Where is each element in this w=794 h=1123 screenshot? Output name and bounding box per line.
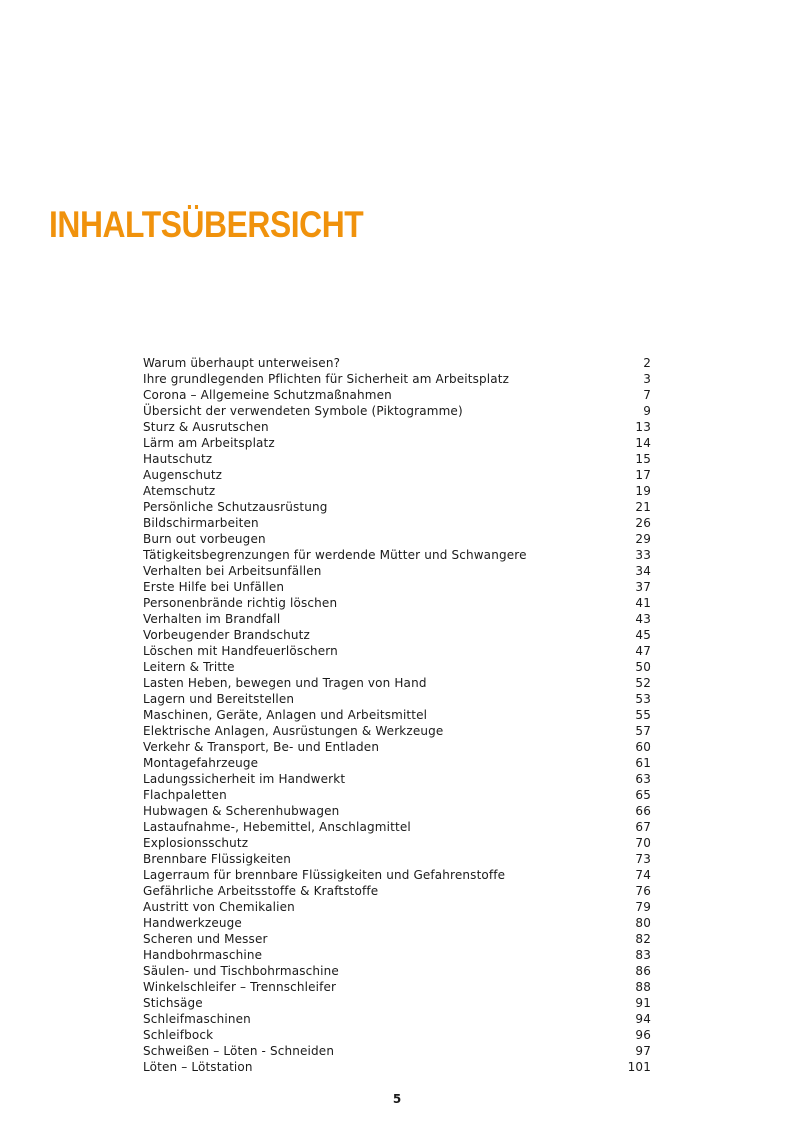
toc-entry-page: 63 [635, 772, 651, 786]
page-number: 5 [392, 1092, 402, 1106]
toc-entry-page: 52 [635, 676, 651, 690]
toc-entry-page: 88 [635, 980, 651, 994]
toc-entry-page: 76 [635, 884, 651, 898]
toc-entry-page: 53 [635, 692, 651, 706]
toc-entry[interactable] [143, 387, 651, 403]
toc-entry-page: 66 [635, 804, 651, 818]
toc-entry[interactable] [143, 755, 651, 771]
toc-entry-page: 60 [635, 740, 651, 754]
toc-entry[interactable] [143, 627, 651, 643]
toc-entry[interactable] [143, 947, 651, 963]
toc-entry-page: 94 [635, 1012, 651, 1026]
toc-entry-title: Verkehr & Transport, Be- und Entladen [143, 740, 380, 754]
toc-entry-page: 9 [643, 404, 651, 418]
toc-entry[interactable] [143, 787, 651, 803]
toc-entry[interactable] [143, 483, 651, 499]
toc-entry-page: 67 [635, 820, 651, 834]
toc-entry[interactable] [143, 883, 651, 899]
toc-entry[interactable] [143, 835, 651, 851]
toc-entry-title: Handwerkzeuge [143, 916, 242, 930]
toc-entry-page: 13 [635, 420, 651, 434]
toc-entry-title: Montagefahrzeuge [143, 756, 259, 770]
toc-entry-title: Lagern und Bereitstellen [143, 692, 295, 706]
toc-entry[interactable] [143, 467, 651, 483]
toc-entry-title: Verhalten bei Arbeitsunfällen [143, 564, 322, 578]
toc-entry-title: Lastaufnahme-, Hebemittel, Anschlagmittel [143, 820, 411, 834]
toc-entry-page: 45 [635, 628, 651, 642]
toc-entry-title: Sturz & Ausrutschen [143, 420, 269, 434]
toc-entry[interactable] [143, 611, 651, 627]
toc-entry[interactable] [143, 563, 651, 579]
toc-entry-title: Handbohrmaschine [143, 948, 263, 962]
toc-entry[interactable] [143, 675, 651, 691]
toc-entry[interactable] [143, 435, 651, 451]
toc-entry-page: 47 [635, 644, 651, 658]
toc-entry[interactable] [143, 579, 651, 595]
toc-entry-page: 15 [635, 452, 651, 466]
toc-entry[interactable] [143, 979, 651, 995]
toc-entry[interactable] [143, 547, 651, 563]
toc-entry[interactable] [143, 707, 651, 723]
toc-entry-title: Elektrische Anlagen, Ausrüstungen & Werkzeuge [143, 724, 444, 738]
toc-entry-page: 74 [635, 868, 651, 882]
toc-entry-page: 55 [635, 708, 651, 722]
toc-entry-page: 21 [635, 500, 651, 514]
toc-entry[interactable] [143, 723, 651, 739]
toc-entry-page: 57 [635, 724, 651, 738]
toc-entry[interactable] [143, 963, 651, 979]
toc-entry[interactable] [143, 371, 651, 387]
toc-entry-title: Hubwagen & Scherenhubwagen [143, 804, 340, 818]
toc-entry-page: 33 [635, 548, 651, 562]
toc-entry-title: Persönliche Schutzausrüstung [143, 500, 328, 514]
toc-entry-title: Personenbrände richtig löschen [143, 596, 338, 610]
toc-entry-page: 79 [635, 900, 651, 914]
toc-entry-title: Schleifmaschinen [143, 1012, 251, 1026]
toc-entry-page: 3 [643, 372, 651, 386]
toc-entry-title: Warum überhaupt unterweisen? [143, 356, 341, 370]
toc-entry-page: 65 [635, 788, 651, 802]
toc-entry[interactable] [143, 595, 651, 611]
toc-entry-title: Ladungssicherheit im Handwerkt [143, 772, 346, 786]
toc-entry[interactable] [143, 451, 651, 467]
toc-entry-page: 80 [635, 916, 651, 930]
toc-entry-title: Scheren und Messer [143, 932, 268, 946]
toc-entry[interactable] [143, 867, 651, 883]
toc-entry[interactable] [143, 819, 651, 835]
toc-entry-title: Schweißen – Löten - Schneiden [143, 1044, 335, 1058]
toc-entry-page: 34 [635, 564, 651, 578]
toc-entry-page: 96 [635, 1028, 651, 1042]
toc-entry-title: Burn out vorbeugen [143, 532, 266, 546]
toc-entry-title: Austritt von Chemikalien [143, 900, 295, 914]
toc-entry[interactable] [143, 355, 651, 371]
toc-entry[interactable] [143, 691, 651, 707]
toc-entry-title: Erste Hilfe bei Unfällen [143, 580, 285, 594]
toc-entry-page: 19 [635, 484, 651, 498]
toc-entry[interactable] [143, 1059, 651, 1075]
toc-entry-page: 50 [635, 660, 651, 674]
toc-entry-title: Corona – Allgemeine Schutzmaßnahmen [143, 388, 392, 402]
toc-entry-title: Lasten Heben, bewegen und Tragen von Hand [143, 676, 427, 690]
toc-entry-title: Explosionsschutz [143, 836, 249, 850]
toc-entry-title: Ihre grundlegenden Pflichten für Sicherheit am Arbeitsplatz [143, 372, 510, 386]
toc-entry-page: 70 [635, 836, 651, 850]
toc-entry-page: 2 [643, 356, 651, 370]
toc-entry[interactable] [143, 771, 651, 787]
toc-entry[interactable] [143, 803, 651, 819]
toc-entry[interactable] [143, 659, 651, 675]
toc-entry-title: Lagerraum für brennbare Flüssigkeiten und Gefahrenstoffe [143, 868, 506, 882]
toc-entry-page: 86 [635, 964, 651, 978]
toc-entry-title: Vorbeugender Brandschutz [143, 628, 310, 642]
toc-entry-title: Hautschutz [143, 452, 213, 466]
toc-entry-page: 26 [635, 516, 651, 530]
toc-entry[interactable] [143, 899, 651, 915]
toc-entry-title: Winkelschleifer – Trennschleifer [143, 980, 337, 994]
toc-entry-title: Brennbare Flüssigkeiten [143, 852, 292, 866]
toc-entry-title: Maschinen, Geräte, Anlagen und Arbeitsmittel [143, 708, 428, 722]
toc-entry-title: Verhalten im Brandfall [143, 612, 281, 626]
toc-entry[interactable] [143, 531, 651, 547]
toc-entry-title: Löschen mit Handfeuerlöschern [143, 644, 338, 658]
toc-entry-page: 29 [635, 532, 651, 546]
toc-entry-title: Stichsäge [143, 996, 203, 1010]
toc-entry-page: 82 [635, 932, 651, 946]
toc-entry-page: 14 [635, 436, 651, 450]
toc-entry[interactable] [143, 515, 651, 531]
toc-entry-title: Löten – Lötstation [143, 1060, 253, 1074]
toc-entry-page: 7 [643, 388, 651, 402]
toc-entry-title: Leitern & Tritte [143, 660, 235, 674]
toc-entry-title: Bildschirmarbeiten [143, 516, 259, 530]
toc-entry-page: 37 [635, 580, 651, 594]
toc-entry-page: 91 [635, 996, 651, 1010]
toc-entry-page: 41 [635, 596, 651, 610]
toc-entry[interactable] [143, 1043, 651, 1059]
toc-entry-title: Flachpaletten [143, 788, 227, 802]
toc-entry-page: 17 [635, 468, 651, 482]
toc-entry-title: Augenschutz [143, 468, 223, 482]
toc-entry-title: Gefährliche Arbeitsstoffe & Kraftstoffe [143, 884, 379, 898]
toc-entry-page: 43 [635, 612, 651, 626]
toc-entry[interactable] [143, 1011, 651, 1027]
toc-entry-page: 97 [635, 1044, 651, 1058]
toc-entry[interactable] [143, 403, 651, 419]
toc-entry[interactable] [143, 915, 651, 931]
toc-entry[interactable] [143, 643, 651, 659]
toc-entry[interactable] [143, 995, 651, 1011]
toc-entry-title: Schleifbock [143, 1028, 214, 1042]
toc-entry[interactable] [143, 1027, 651, 1043]
toc-entry[interactable] [143, 851, 651, 867]
toc-entry-page: 83 [635, 948, 651, 962]
toc-entry-page: 73 [635, 852, 651, 866]
toc-entry[interactable] [143, 739, 651, 755]
toc-entry-page: 101 [627, 1060, 651, 1074]
toc-entry-title: Lärm am Arbeitsplatz [143, 436, 275, 450]
page-title: INHALTSÜBERSICHT [49, 204, 364, 245]
toc-entry-title: Säulen- und Tischbohrmaschine [143, 964, 339, 978]
toc-entry[interactable] [143, 931, 651, 947]
toc-entry[interactable] [143, 419, 651, 435]
table-of-contents [143, 355, 651, 1075]
toc-entry-title: Tätigkeitsbegrenzungen für werdende Mütter und Schwangere [143, 548, 527, 562]
toc-entry-page: 61 [635, 756, 651, 770]
toc-entry-title: Übersicht der verwendeten Symbole (Piktogramme) [143, 404, 463, 418]
toc-entry[interactable] [143, 499, 651, 515]
toc-entry-title: Atemschutz [143, 484, 216, 498]
